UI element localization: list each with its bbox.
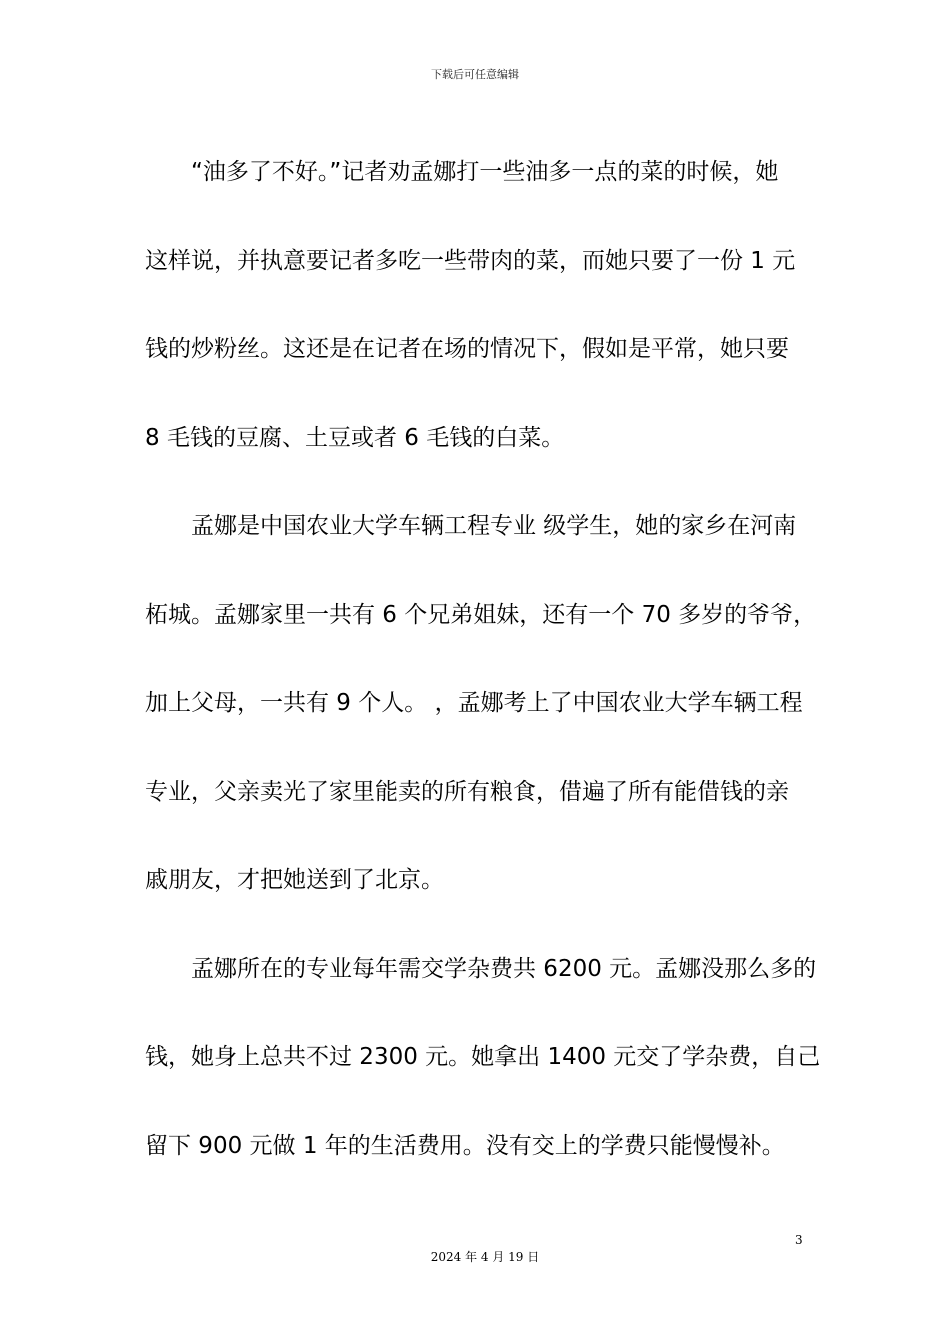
paragraph-line: 留下 900 元做 1 年的生活费用。没有交上的学费只能慢慢补。 bbox=[145, 1132, 785, 1159]
paragraph-line: 专业，父亲卖光了家里能卖的所有粮食，借遍了所有能借钱的亲 bbox=[145, 778, 789, 805]
paragraph-line: 孟娜所在的专业每年需交学杂费共 6200 元。孟娜没那么多的 bbox=[191, 955, 817, 982]
paragraph-line: “油多了不好。”记者劝孟娜打一些油多一点的菜的时候，她 bbox=[191, 159, 779, 185]
paragraph-2 bbox=[145, 482, 817, 925]
paragraph-3 bbox=[145, 925, 821, 1191]
header-note: 下载后可任意编辑 bbox=[431, 68, 519, 81]
document-body bbox=[145, 128, 821, 1190]
paragraph-line: 加上父母，一共有 9 个人。 ，孟娜考上了中国农业大学车辆工程 bbox=[145, 690, 803, 716]
paragraph-line: 孟娜是中国农业大学车辆工程专业 级学生，她的家乡在河南 bbox=[191, 513, 797, 539]
footer-date: 2024 年 4 月 19 日 bbox=[430, 1250, 540, 1264]
paragraph-line: 钱，她身上总共不过 2300 元。她拿出 1400 元交了学杂费，自己 bbox=[145, 1044, 821, 1070]
paragraph-line: 柘城。孟娜家里一共有 6 个兄弟姐妹，还有一个 70 多岁的爷爷， bbox=[145, 601, 817, 628]
page-number: 3 bbox=[795, 1233, 803, 1247]
paragraph-line: 钱的炒粉丝。这还是在记者在场的情况下，假如是平常，她只要 bbox=[145, 336, 789, 362]
paragraph-line: 这样说，并执意要记者多吃一些带肉的菜，而她只要了一份 1 元 bbox=[145, 247, 796, 274]
paragraph-1 bbox=[145, 128, 810, 482]
paragraph-line: 戚朋友，才把她送到了北京。 bbox=[145, 867, 444, 893]
paragraph-line: 8 毛钱的豆腐、土豆或者 6 毛钱的白菜。 bbox=[145, 424, 565, 451]
